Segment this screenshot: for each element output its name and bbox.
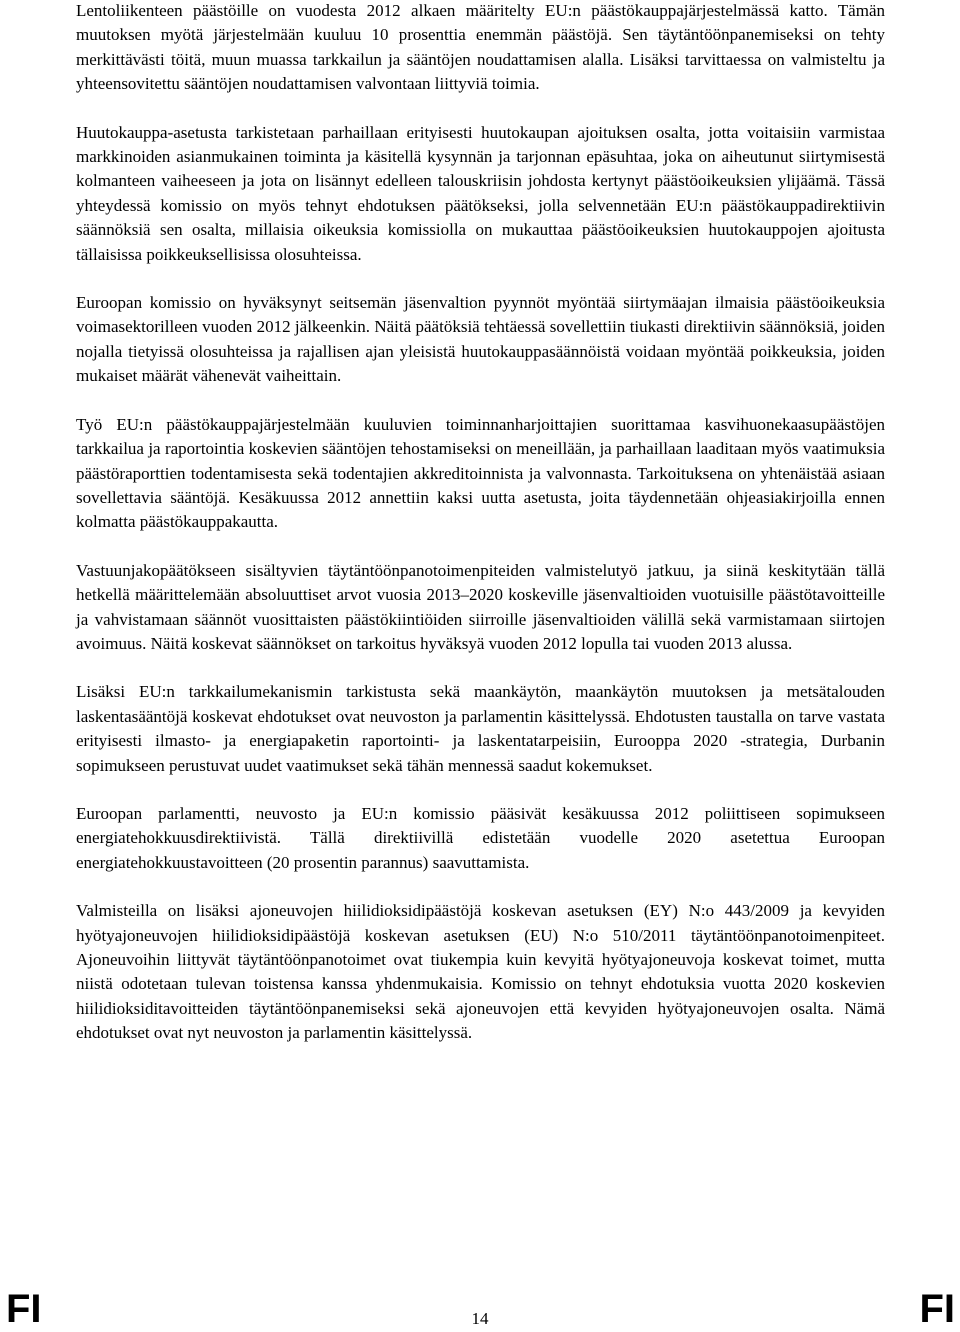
page-number: 14 <box>471 1309 489 1328</box>
paragraph-aviation-emissions: Lentoliikenteen päästöille on vuodesta 2012 alkaen määritelty EU:n päästökauppajärjestelmässä katto. Tämän muutoksen myötä järjestelmään kuuluu 10 prosenttia enemmän päästöjä. Sen täytäntöönpanemiseksi on tehty merkittävästi töitä, muun muassa tarkkailun ja sääntöjen noudattamisen alalla. Lisäksi tarvittaessa on valmisteltu ja yhteensovitettu sääntöjen noudattamisen valvontaan liittyviä toimia. <box>76 1 885 94</box>
paragraph-monitoring-mechanism: Lisäksi EU:n tarkkailumekanismin tarkistusta sekä maankäytön, maankäytön muutoksen ja metsätalouden laskentasääntöjä koskevat ehdotukset ovat neuvoston ja parlamentin käsittelyssä. Ehdotusten taustalla on tarve vastata erityisesti ilmasto- ja energiapaketin raportointi- ja laskentatarpeisiin, Eurooppa 2020 -strategia, Durbanin sopimukseen perustuvat uudet vaatimukset sekä tähän mennessä saadut kokemukset. <box>76 682 885 775</box>
footer-language-code-right: FI <box>919 1287 955 1331</box>
footer-language-code-left: FI <box>6 1287 42 1331</box>
paragraph-vehicle-emissions: Valmisteilla on lisäksi ajoneuvojen hiilidioksidipäästöjä koskevan asetuksen (EY) N:o 443/2009 ja kevyiden hyötyajoneuvojen hiilidioksidipäästöjä koskevan asetuksen (EU) N:o 510/2011 täytäntöönpanotoimenpiteet. Ajoneuvoihin liittyvät täytäntöönpanotoimet ovat tiukempia kuin kevyitä hyötyajoneuvoja koskevat toimet, mutta niistä odotetaan tulevan toistensa kanssa yhdenmukaisia. Komissio on tehnyt ehdotuksia vuotta 2020 koskevien hiilidioksiditavoitteiden täytäntöönpanemiseksi sekä ajoneuvojen että kevyiden hyötyajoneuvojen osalta. Nämä ehdotukset ovat nyt neuvoston ja parlamentin käsittelyssä. <box>76 901 885 1043</box>
paragraph-energy-efficiency: Euroopan parlamentti, neuvosto ja EU:n komissio pääsivät kesäkuussa 2012 poliittiseen sopimukseen energiatehokkuusdirektiivistä. Tällä direktiivillä edistetään vuodelle 2020 asetettua Euroopan energiatehokkuustavoitteen (20 prosentin parannus) saavuttamista. <box>76 803 885 872</box>
paragraph-effort-sharing: Vastuunjakopäätökseen sisältyvien täytäntöönpanotoimenpiteiden valmistelutyö jatkuu, ja siinä keskitytään tällä hetkellä määrittelemään absoluuttiset arvot vuosia 2013–2020 koskeville jäsenvaltioiden vuotuisille päästötavoitteille ja vahvistamaan säännöt vuosittaisten päästökiintiöiden siirroille jäsenvaltioiden välillä sekä varmistamaan siirtojen avoimuus. Näitä koskevat säännökset on tarkoitus hyväksyä vuoden 2012 lopulla tai vuoden 2013 alussa. <box>76 560 885 653</box>
paragraph-monitoring-reporting: Työ EU:n päästökauppajärjestelmään kuuluvien toiminnanharjoittajien suorittamaa kasvihuonekaasupäästöjen tarkkailua ja raportointia koskevien sääntöjen tehostamiseksi on meneillään, ja parhaillaan laaditaan myös vaatimuksia päästöraporttien todentamisesta sekä todentajien akkreditoinnista ja valvonnasta. Tarkoituksena on yhtenäistää asiaan sovellettavia sääntöjä. Kesäkuussa 2012 annettiin kaksi uutta asetusta, joita täydennetään ohjeasiakirjoilla ennen kolmatta päästökauppakautta. <box>76 414 885 532</box>
paragraph-auctioning-regulation: Huutokauppa-asetusta tarkistetaan parhaillaan erityisesti huutokaupan ajoituksen osalta, jotta voitaisiin varmistaa markkinoiden asianmukainen toiminta ja käsitellä kysynnän ja tarjonnan epäsuhtaa, joka on aiheutunut siirtymisestä kolmanteen vaiheeseen ja jota on lisännyt edelleen talouskriisin johdosta kertynyt päästöoikeuksien ylijäämä. Tässä yhteydessä komissio on myös tehnyt ehdotuksen päätökseksi, jolla selvennetään EU:n päästökauppadirektiivin säännöksiä sen osalta, millaisia oikeuksia komissiolla on mukauttaa päästöoikeuksien huutokauppojen ajoitusta tällaisissa poikkeuksellisissa olosuhteissa. <box>76 122 885 264</box>
document-body <box>76 0 885 1070</box>
paragraph-transitional-allowances: Euroopan komissio on hyväksynyt seitsemän jäsenvaltion pyynnöt myöntää siirtymäajan ilmaisia päästöoikeuksia voimasektorilleen vuoden 2012 jälkeenkin. Näitä päätöksiä tehtäessä sovellettiin tiukasti direktiivin säännöksiä, joiden nojalla tietyissä olosuhteissa ja rajallisen ajan yleisistä huutokauppasäännöistä voidaan myöntää poikkeuksia, joiden mukaiset määrät vähenevät vaiheittain. <box>76 293 885 386</box>
